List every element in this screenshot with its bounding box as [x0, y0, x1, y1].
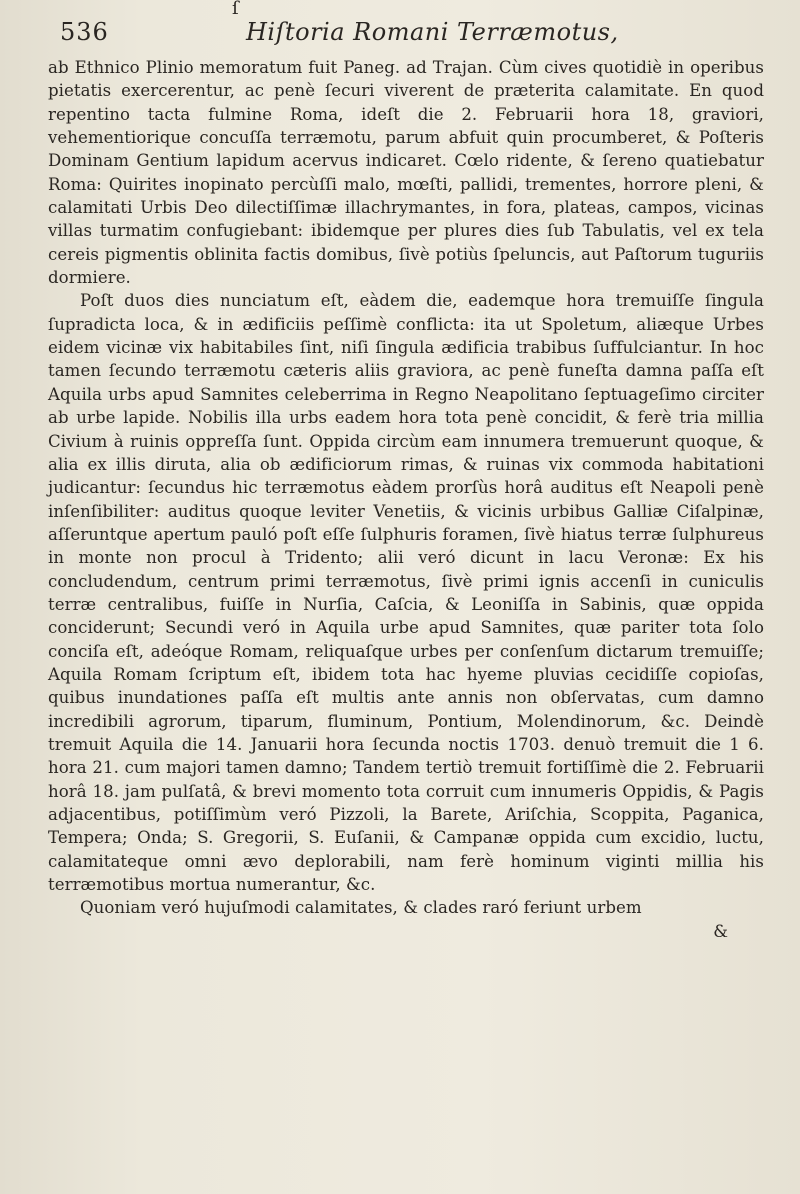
page-header	[48, 18, 764, 52]
paragraph-2: Poſt duos dies nunciatum eſt, eàdem die, eademque hora tremuiſſe ſingula ſupradicta loca, & in ædificiis peſſimè conflicta: ita ut Spoletum, aliæque Urbes eidem vicinæ vix habitabiles ſint, niſi ſingula ædificia trabibus ſuffulciantur. In hoc tamen ſecundo terræmotu cæteris aliis graviora, ac penè funeſta damna paſſa eſt Aquila urbs apud Samnites celeberrima in Regno Neapolitano ſeptuageſimo circiter ab urbe lapide. Nobilis illa urbs eadem hora tota penè concidit, & ferè tria millia Civium à ruinis oppreſſa ſunt. Oppida circùm eam innumera tremuerunt quoque, & alia ex illis diruta, alia ob ædificiorum rimas, & ruinas vix commoda habitationi judicantur: ſecundus hic terræmotus eàdem prorſùs horâ auditus eſt Neapoli penè inſenſibiliter: auditus quoque leviter Venetiis, & vicinis urbibus Galliæ Ciſalpinæ, aſſeruntque apertum pauló poſt eſſe ſulphuris foramen, ſivè hiatus terræ ſulphureus in monte non procul à Tridento; alii veró dicunt in lacu Veronæ: Ex his concludendum, centrum primi terræmotus, ſivè primi ignis accenſi in cuniculis terræ centralibus, fuiſſe in Nurſia, Caſcia, & Leoniſſa in Sabinis, quæ oppida conciderunt; Secundi veró in Aquila urbe apud Samnites, quæ pariter tota ſolo conciſa eſt, adeóque Romam, reliquaſque urbes per conſenſum dictarum tremuiſſe; Aquila Romam ſcriptum eſt, ibidem tota hac hyeme pluvias cecidiſſe copioſas, quibus inundationes paſſa eſt multis ante annis non obſervatas, cum damno incredibili agrorum, tiparum, fluminum, Pontium, Molendinorum, &c. Deindè tremuit Aquila die 14. Januarii hora ſecunda noctis 1703. denuò tremuit die 1 6. hora 21. cum majori tamen damno; Tandem tertiò tremuit fortiſſimè die 2. Februarii horâ 18. jam pulſatâ, & brevi momento tota corruit cum innumeris Oppidis, & Pagis adjacentibus, potiſſimùm veró Pizzoli, la Barete, Ariſchia, Scoppita, Paganica, Tempera; Onda; S. Gregorii, S. Euſanii, & Campanæ oppida cum excidio, luctu, calamitateque omni ævo deplorabili, nam ferè hominum viginti millia his terræmotibus mortua numerantur, &c.	[48, 291, 764, 895]
top-mark: ſ	[232, 0, 239, 19]
catchword: &	[713, 921, 728, 941]
paragraph-3: Quoniam veró hujuſmodi calamitates, & clades raró feriunt urbem	[80, 898, 642, 918]
page-number: 536	[60, 18, 109, 46]
paragraph-1: ab Ethnico Plinio memoratum fuit Paneg. ad Trajan. Cùm cives quotidiè in operibus pietatis exercerentur, ac penè ſecuri viverent de præterita calamitate. En quod repentino tacta fulmine Roma, ideſt die 2. Februarii hora 18, graviori, vehementiorique concuſſa terræmotu, parum abfuit quin procumberet, & Poſteris Dominam Gentium lapidum acervus indicaret. Cœlo ridente, & ſereno quatiebatur Roma: Quirites inopinato percùſſi malo, mœſti, pallidi, trementes, horrore pleni, & calamitati Urbis Deo dilectiſſimæ illachrymantes, in fora, plateas, campos, vicinas villas turmatim confugiebant: ibidemque per plures dies ſub Tabulatis, vel ex tela cereis pigmentis oblinita factis domibus, ſivè potiùs ſpeluncis, aut Paſtorum tuguriis dormiere.	[48, 58, 764, 288]
body-text	[48, 56, 764, 920]
running-title: Hiſtoria Romani Terræmotus,	[246, 18, 619, 46]
